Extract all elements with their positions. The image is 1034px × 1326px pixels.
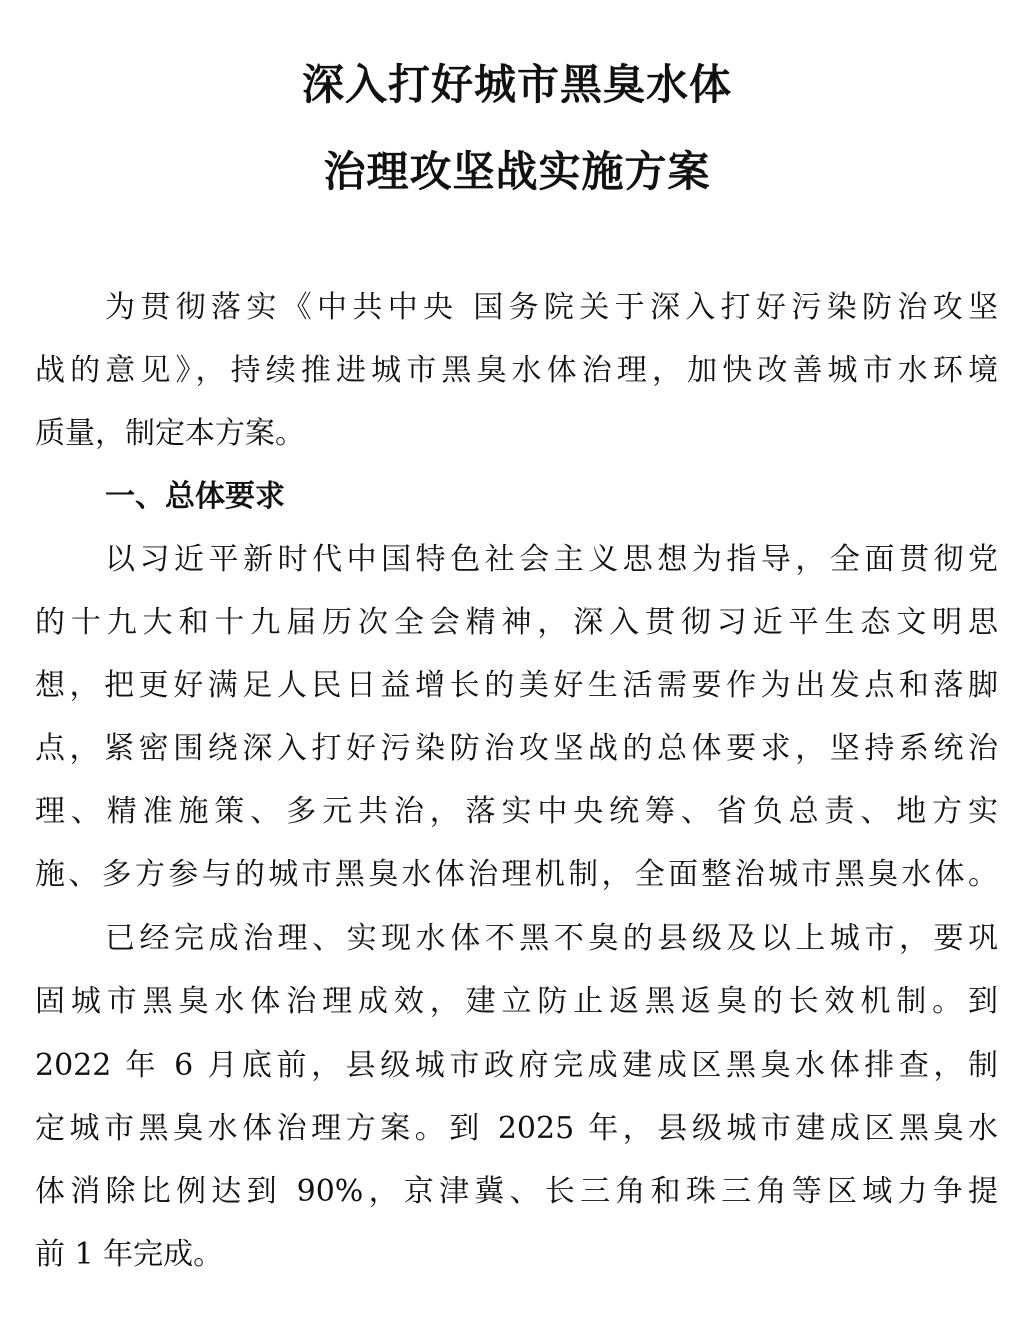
text-line: 点，紧密围绕深入打好污染防治攻坚战的总体要求，坚持系统治 [35,731,998,766]
text-line: 2022 年 6 月底前，县级城市政府完成建成区黑臭水体排查，制 [35,1048,998,1083]
text-line: 定城市黑臭水体治理方案。到 2025 年，县级城市建成区黑臭水 [35,1111,998,1146]
text-line: 想，把更好满足人民日益增长的美好生活需要作为出发点和落脚 [35,668,998,703]
text-line: 体消除比例达到 90%，京津冀、长三角和珠三角等区域力争提 [35,1174,998,1209]
text-line: 固城市黑臭水体治理成效，建立防止返黑返臭的长效机制。到 [35,984,998,1019]
text-line: 前 1 年完成。 [35,1237,224,1272]
text-line: 以习近平新时代中国特色社会主义思想为指导，全面贯彻党 [105,542,998,577]
text-line: 的十九大和十九届历次全会精神，深入贯彻习近平生态文明思 [35,605,998,640]
text-line: 已经完成治理、实现水体不黑不臭的县级及以上城市，要巩 [105,921,998,956]
text-line: 施、多方参与的城市黑臭水体治理机制，全面整治城市黑臭水体。 [35,857,998,892]
title-line-1: 深入打好城市黑臭水体 [301,60,732,109]
text-line: 质量，制定本方案。 [35,416,305,451]
text-line: 战的意见》，持续推进城市黑臭水体治理，加快改善城市水环境 [35,353,998,388]
text-line: 理、精准施策、多元共治，落实中央统筹、省负总责、地方实 [35,794,998,829]
text-line: 为贯彻落实《中共中央 国务院关于深入打好污染防治攻坚 [105,290,998,325]
title-line-2: 治理攻坚战实施方案 [323,147,711,196]
section-heading: 一、总体要求 [105,479,285,514]
